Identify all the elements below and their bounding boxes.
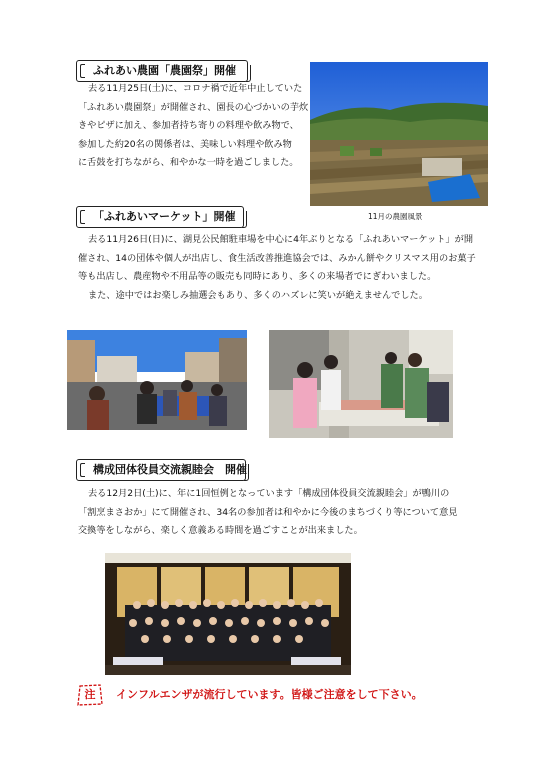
text-line: 等も出店し、農産物や不用品等の販売も同時にあり、多くの来場者でにぎわいました。 bbox=[78, 271, 437, 282]
market-stall-photo bbox=[269, 330, 453, 438]
text-line: また、途中ではお楽しみ抽選会もあり、多くのハズレに笑いが絶えませんでした。 bbox=[88, 289, 428, 301]
caution-mark-text: 注 bbox=[84, 688, 96, 701]
market-crowd-photo bbox=[67, 330, 247, 430]
farm-photo-caption: 11月の農園風景 bbox=[368, 212, 423, 221]
section-heading-text: ふれあい農園「農園祭」開催 bbox=[93, 64, 236, 77]
market-paragraph bbox=[78, 231, 476, 305]
section-heading-text: 構成団体役員交流親睦会 開催 bbox=[93, 463, 247, 476]
section-heading-farm-festival bbox=[76, 60, 248, 82]
text-line: に舌鼓を打ちながら、和やかな一時を過ごしました。 bbox=[78, 157, 299, 168]
text-line: 参加した約20名の関係者は、美味しい料理や飲み物 bbox=[78, 138, 292, 150]
text-line: 去る11月25日(土)に、コロナ禍で近年中止していた bbox=[88, 83, 303, 94]
text-line: 去る11月26日(日)に、湖見公民館駐車場を中心に4年ぶりとなる「ふれあいマーケット」が開 bbox=[88, 234, 474, 245]
text-line: 「割烹まさおか」にて開催され、34名の参加者は和やかに今後のまちづくり等について意見 bbox=[78, 506, 458, 518]
text-line: 催され、14の団体や個人が出店し、食生活改善推進協会では、みかん餅やクリスマス用のお菓子 bbox=[78, 252, 476, 264]
section-heading-text: 「ふれあいマーケット」開催 bbox=[93, 210, 236, 223]
section-heading-officers-gathering bbox=[76, 459, 246, 481]
farm-festival-paragraph bbox=[78, 80, 308, 173]
farm-landscape-photo bbox=[310, 62, 488, 206]
text-line: 去る12月2日(土)に、年に1回恒例となっています「構成団体役員交流親睦会」が鴨川の bbox=[88, 488, 450, 499]
text-line: きやピザに加え、参加者持ち寄りの料理や飲み物で、 bbox=[78, 120, 299, 131]
text-line: 「ふれあい農園祭」が開催され、園長の心づかいの芋炊 bbox=[78, 101, 309, 113]
text-line: 交換等をしながら、楽しく意義ある時間を過ごすことが出来ました。 bbox=[78, 525, 363, 536]
influenza-notice: インフルエンザが流行しています。皆様ご注意をして下さい。 bbox=[116, 688, 423, 701]
section-heading-market bbox=[76, 206, 244, 228]
group-photo bbox=[105, 553, 351, 675]
gathering-paragraph bbox=[78, 485, 457, 541]
caution-mark bbox=[76, 683, 104, 707]
